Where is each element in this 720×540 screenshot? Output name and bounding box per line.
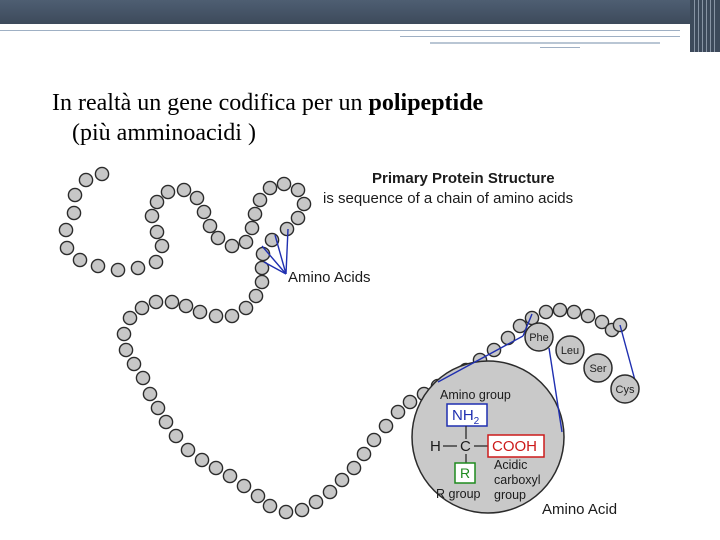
bead [195, 453, 208, 466]
corner-stripes [694, 0, 716, 52]
bead [60, 241, 73, 254]
bead [295, 503, 308, 516]
bead [150, 225, 163, 238]
bead [190, 191, 203, 204]
diagram-subtitle: is sequence of a chain of amino acids [323, 190, 574, 207]
bead [237, 479, 250, 492]
bead [211, 231, 224, 244]
residue-ser [584, 354, 612, 382]
bead [581, 309, 594, 322]
slide-top-bar [0, 0, 720, 24]
bead [309, 495, 322, 508]
cooh-label: COOH [492, 438, 537, 455]
bead [253, 193, 266, 206]
residue-label-phe: Phe [529, 332, 549, 344]
bead [225, 239, 238, 252]
slide-rule-2 [400, 36, 680, 37]
bead [193, 305, 206, 318]
bead [501, 331, 514, 344]
diagram-title: Primary Protein Structure [372, 170, 555, 187]
bead [181, 443, 194, 456]
bead [145, 209, 158, 222]
h-atom: H [430, 438, 441, 455]
bead [256, 247, 269, 260]
bead [197, 205, 210, 218]
headline-bold-term: polipeptide [368, 90, 484, 116]
bead [177, 183, 190, 196]
bead [117, 327, 130, 340]
headline-line-2: (più amminoacidi ) [72, 120, 256, 146]
bead [391, 405, 404, 418]
bead [123, 311, 136, 324]
protein-structure-diagram [0, 150, 720, 540]
bead [279, 505, 292, 518]
residue-label-leu: Leu [560, 345, 580, 357]
residue-label-cys: Cys [615, 384, 635, 396]
bead [367, 433, 380, 446]
bead [68, 188, 81, 201]
bead [209, 309, 222, 322]
bead [335, 473, 348, 486]
bead [209, 461, 222, 474]
bead [539, 305, 552, 318]
c-atom: C [460, 438, 471, 455]
bead [239, 235, 252, 248]
residue-label-ser: Ser [589, 363, 607, 375]
bead [150, 195, 163, 208]
bead [255, 275, 268, 288]
acidic-line-2: carboxyl [494, 473, 541, 487]
bead [136, 371, 149, 384]
bead [111, 263, 124, 276]
bead [165, 295, 178, 308]
bead [73, 253, 86, 266]
slide-rule-1 [0, 30, 680, 31]
bead [149, 255, 162, 268]
bead [151, 401, 164, 414]
acidic-line-1: Acidic [494, 458, 528, 472]
acidic-line-3: group [494, 488, 526, 502]
bead [225, 309, 238, 322]
bead [553, 303, 566, 316]
bead [245, 221, 258, 234]
bead [379, 419, 392, 432]
bead [403, 395, 416, 408]
bead [135, 301, 148, 314]
bead [263, 499, 276, 512]
nh2-main: NH [452, 407, 474, 424]
bead [131, 261, 144, 274]
bead [291, 183, 304, 196]
bead [127, 357, 140, 370]
bead [263, 181, 276, 194]
residue-leu [556, 336, 584, 364]
slide-headline [52, 88, 672, 148]
r-label: R [460, 465, 471, 481]
bead [91, 259, 104, 272]
bead [277, 177, 290, 190]
bead [95, 167, 108, 180]
bead [297, 197, 310, 210]
bead [79, 173, 92, 186]
bead [239, 301, 252, 314]
bead [347, 461, 360, 474]
bead [67, 206, 80, 219]
bead [280, 222, 293, 235]
slide-corner-block [690, 0, 720, 52]
nh2-subscript: 2 [473, 416, 480, 427]
bead [567, 305, 580, 318]
bead [159, 415, 172, 428]
r-group-label: R group [436, 487, 481, 501]
bead [155, 239, 168, 252]
bead [251, 489, 264, 502]
bead [179, 299, 192, 312]
residue-phe [525, 323, 553, 351]
bead [119, 343, 132, 356]
residue-cys [611, 375, 639, 403]
bead [249, 289, 262, 302]
amino-acids-label: Amino Acids [288, 269, 371, 286]
bead [143, 387, 156, 400]
bead [323, 485, 336, 498]
amino-acid-label: Amino Acid [542, 501, 618, 518]
bead [223, 469, 236, 482]
bead [169, 429, 182, 442]
slide-rule-3 [430, 42, 660, 44]
bead [248, 207, 261, 220]
amino-group-label: Amino group [440, 388, 511, 402]
slide-rule-4 [540, 47, 580, 48]
bead [291, 211, 304, 224]
bead [59, 223, 72, 236]
headline-text: In realtà un gene codifica per un [52, 90, 369, 116]
bead [161, 185, 174, 198]
bead [357, 447, 370, 460]
bead [149, 295, 162, 308]
bead [203, 219, 216, 232]
